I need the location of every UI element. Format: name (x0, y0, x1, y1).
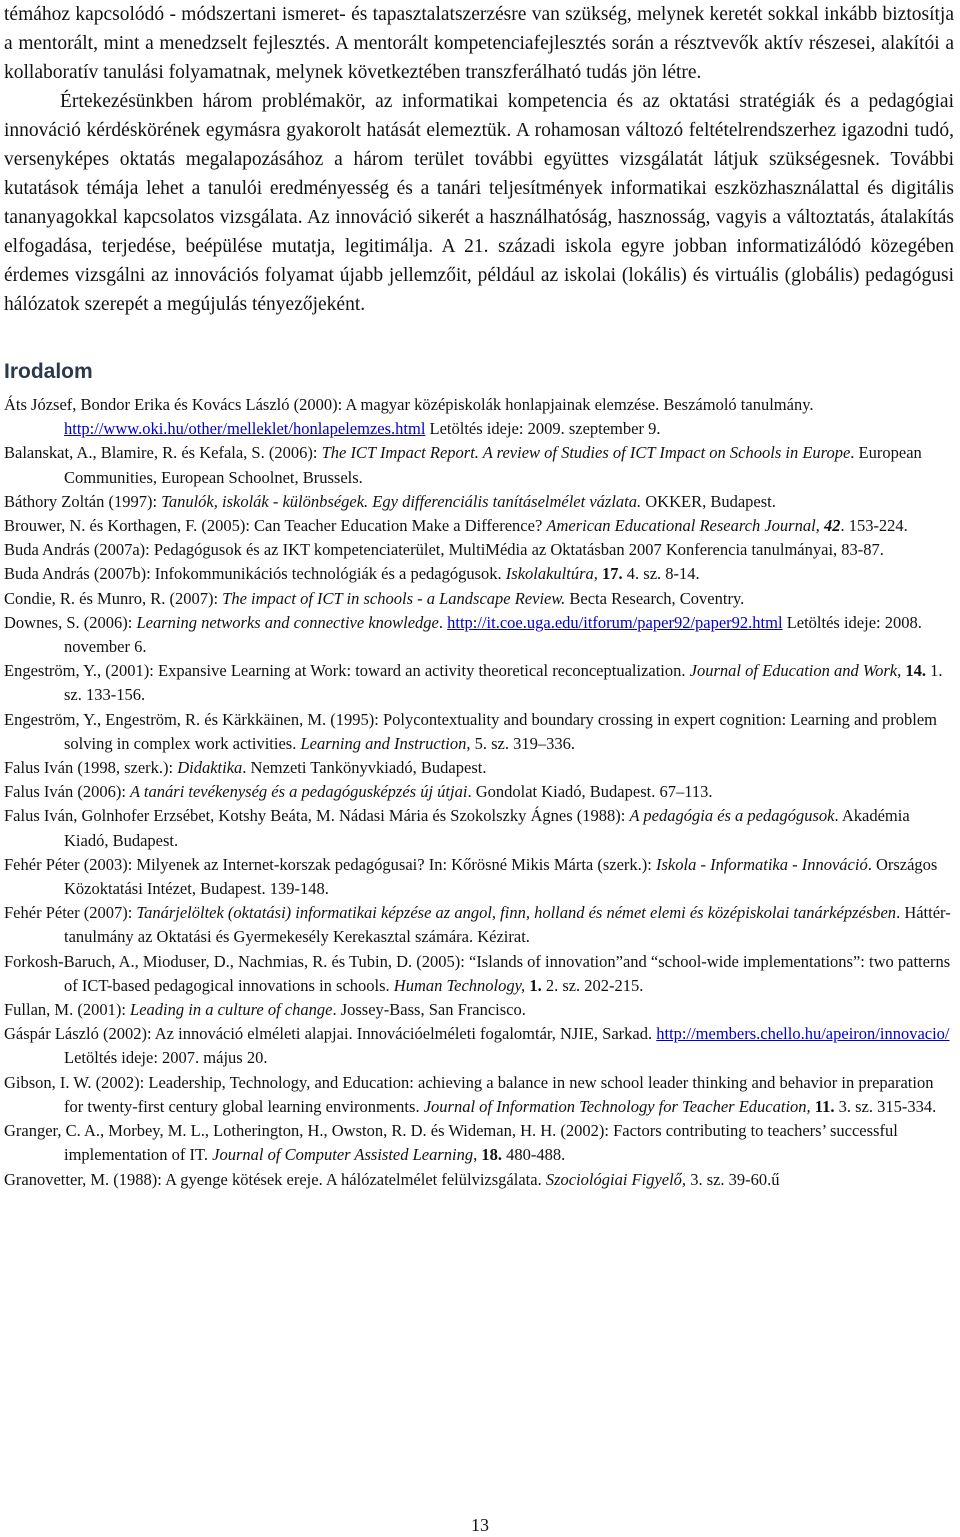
reference-title: Iskola - Informatika - Innováció (656, 854, 868, 874)
reference-link[interactable]: http://it.coe.uga.edu/itforum/paper92/paper92.html (447, 612, 783, 632)
reference-title: Szociológiai Figyelő, (545, 1169, 687, 1189)
reference-entry (4, 780, 954, 804)
reference-text: Engeström, Y., (2001): Expansive Learning at Work: toward an activity theoretical reconceptualization. (4, 661, 690, 681)
reference-text: Fullan, M. (2001): (4, 1000, 131, 1020)
page-number: 13 (471, 1515, 489, 1535)
reference-entry (4, 998, 954, 1022)
reference-title: Journal of Information Technology for Teacher Education, (423, 1096, 815, 1116)
reference-text: Falus Iván (1998, szerk.): (4, 758, 178, 778)
reference-title: Didaktika (177, 758, 243, 778)
reference-entry (4, 950, 954, 998)
reference-title: The impact of ICT in schools - a Landscape Review. (222, 588, 566, 608)
reference-title: A pedagógia és a pedagógusok (629, 806, 835, 826)
reference-volume: 18. (481, 1145, 502, 1165)
reference-text: . 153-224. (840, 516, 908, 536)
reference-entry (4, 514, 954, 538)
reference-text: . (438, 612, 448, 632)
reference-text: Báthory Zoltán (1997): (4, 491, 162, 511)
reference-entry (4, 1119, 954, 1167)
reference-text: 480-488. (502, 1145, 566, 1165)
reference-text: Falus Iván, Golnhofer Erzsébet, Kotshy Beáta, M. Nádasi Mária és Szokolszky Ágnes (1988): (4, 806, 630, 826)
reference-entry (4, 901, 954, 949)
reference-entry (4, 587, 954, 611)
reference-title: Tanárjelöltek (oktatási) informatikai képzése az angol, finn, holland és német elemi és középiskolai tanárképzésben (136, 903, 897, 923)
reference-text: Letöltés ideje: 2009. szeptember 9. (425, 419, 661, 439)
reference-link[interactable]: http://members.chello.hu/apeiron/innovacio/ (656, 1024, 950, 1044)
reference-text: Letöltés ideje: 2008. november 6. (64, 612, 922, 657)
reference-entry (4, 393, 954, 441)
body-paragraph: témához kapcsolódó - módszertani ismeret- és tapasztalatszerzésre van szükség, melynek keretét sokkal inkább biztosítja a mentorált, mint a menedzselt fejlesztés. A mentorált kompetenciafejlesztés során a résztvevők aktív részesei, alakítói a kollaboratív tanulási folyamatnak, melynek következtében transzferálható tudás jön létre. (4, 4, 954, 83)
reference-text: , 5. sz. 319–336. (466, 733, 576, 753)
reference-text: . European Communities, European Schoolnet, Brussels. (64, 443, 922, 487)
reference-text: 2. sz. 202-215. (541, 975, 644, 995)
reference-text: Áts József, Bondor Erika és Kovács László (2000): A magyar középiskolák honlapjainak elemzése. Beszámoló tanulmány. (4, 395, 814, 414)
reference-text: Granger, C. A., Morbey, M. L., Lotherington, H., Owston, R. D. és Wideman, H. H. (2002): Factors contributing to teachers’ successful implementation of IT. (4, 1121, 898, 1165)
reference-text: . Jossey-Bass, San Francisco. (332, 1000, 526, 1020)
references-heading: Irodalom (4, 360, 93, 383)
reference-text: Condie, R. és Munro, R. (2007): (4, 588, 223, 608)
reference-entry (4, 538, 954, 562)
reference-entry (4, 611, 954, 659)
reference-text: OKKER, Budapest. (641, 491, 776, 511)
reference-text: Balanskat, A., Blamire, R. és Kefala, S. (2006): (4, 443, 322, 463)
reference-title: Journal of Computer Assisted Learning (212, 1145, 474, 1165)
reference-title: The ICT Impact Report. A review of Studies of ICT Impact on Schools in Europe (321, 443, 851, 463)
reference-text: Gibson, I. W. (2002): Leadership, Technology, and Education: achieving a balance in new school leader thinking and behavior in preparation for twenty-first century global learning environments. (4, 1072, 934, 1116)
reference-text: . Országos Közoktatási Intézet, Budapest. 139-148. (64, 854, 938, 899)
reference-text: . Gondolat Kiadó, Budapest. 67–113. (467, 782, 713, 802)
reference-entry (4, 441, 954, 489)
reference-title: Iskolakultúra, (505, 564, 603, 584)
reference-entry (4, 853, 954, 901)
reference-entry (4, 708, 954, 756)
reference-volume: 14. (905, 661, 926, 681)
reference-volume: 42 (823, 516, 841, 536)
reference-entry (4, 659, 954, 707)
reference-title: Leading in a culture of change (130, 1000, 333, 1020)
reference-entry (4, 1022, 954, 1070)
reference-link[interactable]: http://www.oki.hu/other/melleklet/honlapelemzes.html (64, 419, 426, 439)
reference-volume: 17. (602, 564, 623, 584)
reference-text: Buda András (2007a): Pedagógusok és az IKT kompetenciaterület, MultiMédia az Oktatásban 2007 Konferencia tanulmányai, 83-87. (4, 540, 884, 560)
reference-text: Letöltés ideje: 2007. május 20. (64, 1048, 268, 1068)
reference-title: Tanulók, iskolák - különbségek. Egy differenciális tanításelmélet vázlata. (161, 491, 642, 511)
reference-entry (4, 1071, 954, 1119)
reference-text: Forkosh-Baruch, A., Mioduser, D., Nachmias, R. és Tubin, D. (2005): “Islands of innovation”and “school-wide implementations”: two patterns of ICT-based pedagogical innovations in schools. (4, 951, 951, 995)
document-page (4, 0, 954, 1192)
reference-text: Buda András (2007b): Infokommunikációs technológiák és a pedagógusok. (4, 564, 506, 584)
reference-text: , (473, 1145, 482, 1165)
reference-text: . Háttér-tanulmány az Oktatási és Gyermekesély Kerekasztal számára. Kézirat. (64, 903, 951, 947)
reference-text: Granovetter, M. (1988): A gyenge kötések ereje. A hálózatelmélet felülvizsgálata. (4, 1169, 546, 1189)
reference-title: American Educational Research Journal, (546, 516, 824, 536)
reference-text: . Akadémia Kiadó, Budapest. (64, 806, 910, 850)
reference-title: A tanári tevékenység és a pedagógusképzés új útjai (130, 782, 468, 802)
reference-entry (4, 490, 954, 514)
reference-text: Falus Iván (2006): (4, 782, 131, 802)
reference-text: Fehér Péter (2007): (4, 903, 137, 923)
reference-volume: 11. (814, 1096, 835, 1116)
reference-title: Journal of Education and Work, (689, 661, 906, 681)
reference-text: 3. sz. 315-334. (834, 1096, 937, 1116)
reference-entry (4, 756, 954, 780)
reference-title: Learning and Instruction (300, 733, 467, 753)
reference-text: 4. sz. 8-14. (622, 564, 700, 584)
body-paragraph: Értekezésünkben három problémakör, az informatikai kompetencia és az oktatási stratégiák és a pedagógiai innováció kérdéskörének egymásra gyakorolt hatását elemeztük. A rohamosan változó feltételrendszerhez igazodni tudó, versenyképes oktatás megalapozásához a három terület további együttes vizsgálatát látjuk szükségesnek. További kutatások témája lehet a tanulói eredményesség és a tanári teljesítmények informatikai eszközhasználattal és digitális tananyagokkal kapcsolatos vizsgálata. Az innováció sikerét a használhatóság, hasznosság, vagyis a változtatás, átalakítás elfogadása, terjedése, beépülése mutatja, legitimálja. A 21. századi iskola egyre jobban informatizálódó közegében érdemes vizsgálni az innovációs folyamat újabb jellemzőit, például az iskolai (lokális) és virtuális (globális) pedagógusi hálózatok szerepét a megújulás tényezőjeként. (4, 91, 954, 315)
reference-text: Becta Research, Coventry. (565, 588, 745, 608)
reference-entry (4, 1168, 954, 1192)
reference-entry (4, 562, 954, 586)
reference-entry (4, 804, 954, 852)
reference-text: 3. sz. 39-60.ű (686, 1169, 780, 1189)
reference-text: Downes, S. (2006): (4, 612, 137, 632)
reference-title: Learning networks and connective knowledge (136, 612, 439, 632)
reference-text: Gáspár László (2002): Az innováció elméleti alapjai. Innovációelméleti fogalomtár, NJIE, Sarkad. (4, 1024, 657, 1044)
reference-text: Engeström, Y., Engeström, R. és Kärkkäinen, M. (1995): Polycontextuality and boundary crossing in expert cognition: Learning and problem solving in complex work activities. (4, 709, 937, 753)
reference-text: 1. sz. 133-156. (64, 661, 943, 705)
reference-text: . Nemzeti Tankönyvkiadó, Budapest. (242, 758, 487, 778)
reference-list (4, 393, 954, 1192)
reference-text: Brouwer, N. és Korthagen, F. (2005): Can Teacher Education Make a Difference? (4, 516, 547, 536)
reference-volume: 1. (529, 975, 542, 995)
reference-title: Human Technology, (393, 975, 530, 995)
reference-text: Fehér Péter (2003): Milyenek az Internet-korszak pedagógusai? In: Kőrösné Mikis Márta (szerk.): (4, 854, 656, 874)
